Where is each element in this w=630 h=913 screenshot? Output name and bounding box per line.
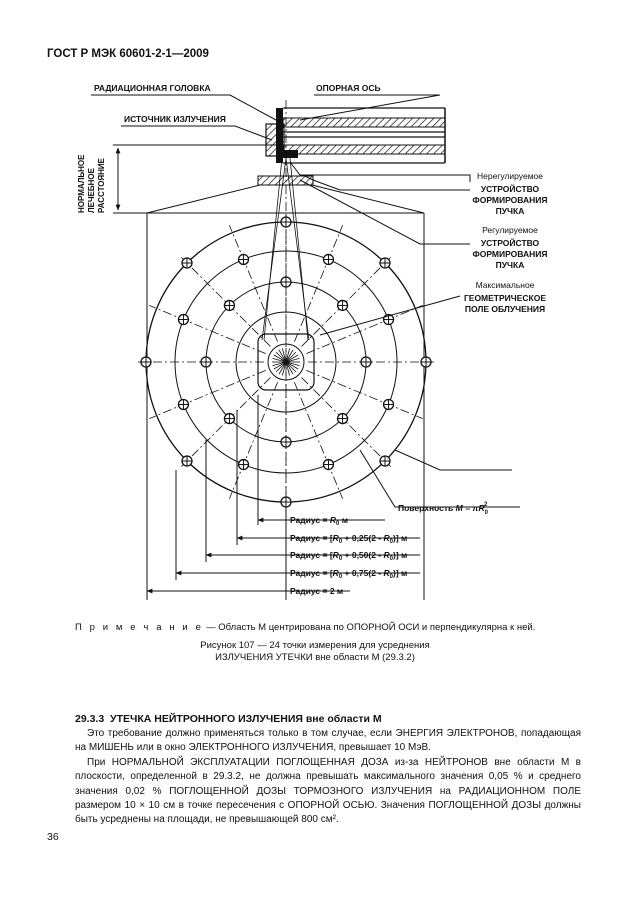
figure-note: [75, 622, 535, 633]
paragraph-1: Это требование должно применяться только в том случае, если ЭНЕРГИЯ ЭЛЕКТРОНОВ, попадающая на МИШЕНЬ или в окно ЭЛЕКТРОННОГО ИЗЛУЧЕНИЯ, превышает 10 МэВ.: [75, 728, 581, 754]
label-adj-3: ФОРМИРОВАНИЯ: [472, 249, 548, 259]
paragraph-2: При НОРМАЛЬНОЙ ЭКСПЛУАТАЦИИ ПОГЛОЩЕННАЯ ДОЗА из-за НЕЙТРОНОВ вне области M в плоскости, определенной в 29.3.2, не должна превышать максимального значения 0,05 % и среднего значения 0,02 % ПОГЛОЩЕННОЙ ДОЗЫ ТОРМОЗНОГО ИЗЛУЧЕНИЯ на РАДИАЦИОННОМ ПОЛЕ размером 10 × 10 см в точке пересечения с ОПОРНОЙ ОСЬЮ. Значения ПОГЛОЩЕННОЙ ДОЗЫ должны быть усреднены на площади, не превышающей 800 см².: [75, 757, 581, 826]
note-text: — Область M центрирована по ОПОРНОЙ ОСИ и перпендикулярна к ней.: [203, 622, 536, 633]
measurement-point: [338, 414, 348, 424]
label-surface: [398, 502, 489, 516]
surface-sup: 2: [483, 502, 488, 508]
label-adj-2: УСТРОЙСТВО: [480, 238, 540, 248]
radius-label: Радиус = $[R_0 + 0,50(2 - R_0)]$ м: [290, 550, 408, 562]
surface-sub: 0: [484, 510, 488, 516]
label-adj-1: Регулируемое: [482, 225, 538, 235]
note-lead: П р и м е ч а н и е: [75, 622, 204, 633]
figure-caption-line1: Рисунок 107 — 24 точки измерения для усреднения: [200, 640, 430, 651]
measurement-point: [323, 460, 333, 470]
measurement-point: [178, 315, 188, 325]
section-heading: [75, 713, 382, 725]
label-adj-4: ПУЧКА: [495, 260, 525, 270]
surface-prefix: Поверхность: [398, 503, 456, 513]
leader-lines: [91, 95, 520, 507]
radius-label: Радиус = 2 м: [290, 586, 344, 596]
label-nonadj-4: ПУЧКА: [495, 206, 525, 216]
radius-label: Радиус = $R_0$ м: [290, 515, 348, 527]
fixed-collimator: [258, 176, 313, 185]
measurement-point: [384, 399, 394, 409]
measurement-point: [182, 258, 192, 268]
measurement-point: [239, 460, 249, 470]
label-max-2: ГЕОМЕТРИЧЕСКОЕ: [463, 293, 547, 303]
label-normal-3: РАССТОЯНИЕ: [97, 158, 106, 213]
label-max-3: ПОЛЕ ОБЛУЧЕНИЯ: [464, 304, 546, 314]
measurement-point: [421, 357, 431, 367]
label-nonadj-3: ФОРМИРОВАНИЯ: [472, 195, 548, 205]
label-nonadj-1: Нерегулируемое: [476, 171, 544, 181]
page-number: 36: [47, 831, 59, 843]
label-nonadj-2: УСТРОЙСТВО: [480, 184, 540, 194]
label-radiation-source: ИСТОЧНИК ИЗЛУЧЕНИЯ: [124, 114, 226, 124]
measurement-point: [338, 300, 348, 310]
measurement-point: [224, 414, 234, 424]
radius-label: Радиус = $[R_0 + 0,25(2 - R_0)]$ м: [290, 533, 408, 545]
label-radiation-head: РАДИАЦИОННАЯ ГОЛОВКА: [94, 83, 211, 93]
document-header: ГОСТ Р МЭК 60601-2-1—2009: [47, 48, 209, 60]
radiation-head: [266, 108, 445, 163]
radius-label: Радиус = $[R_0 + 0,75(2 - R_0)]$ м: [290, 568, 408, 580]
section-number: 29.3.3: [75, 713, 105, 725]
measurement-point: [201, 357, 211, 367]
measurement-point: [380, 258, 390, 268]
label-normal-1: НОРМАЛЬНОЕ: [77, 154, 86, 213]
figure-caption-line2: ИЗЛУЧЕНИЯ УТЕЧКИ вне области M (29.3.2): [215, 652, 415, 663]
measurement-point: [224, 300, 234, 310]
measurement-point: [239, 254, 249, 264]
label-normal-2: ЛЕЧЕБНОЕ: [87, 168, 96, 213]
measurement-point: [141, 357, 151, 367]
measurement-point: [361, 357, 371, 367]
normal-distance-dimension: [113, 145, 278, 213]
measurement-point: [323, 254, 333, 264]
surface-formula: M = πR: [455, 503, 485, 513]
label-max-1: Максимальное: [475, 280, 535, 290]
section-title: УТЕЧКА НЕЙТРОННОГО ИЗЛУЧЕНИЯ вне области M: [110, 713, 382, 725]
measurement-point: [182, 456, 192, 466]
label-reference-axis: ОПОРНАЯ ОСЬ: [316, 83, 381, 93]
measurement-point: [380, 456, 390, 466]
measurement-point: [178, 399, 188, 409]
